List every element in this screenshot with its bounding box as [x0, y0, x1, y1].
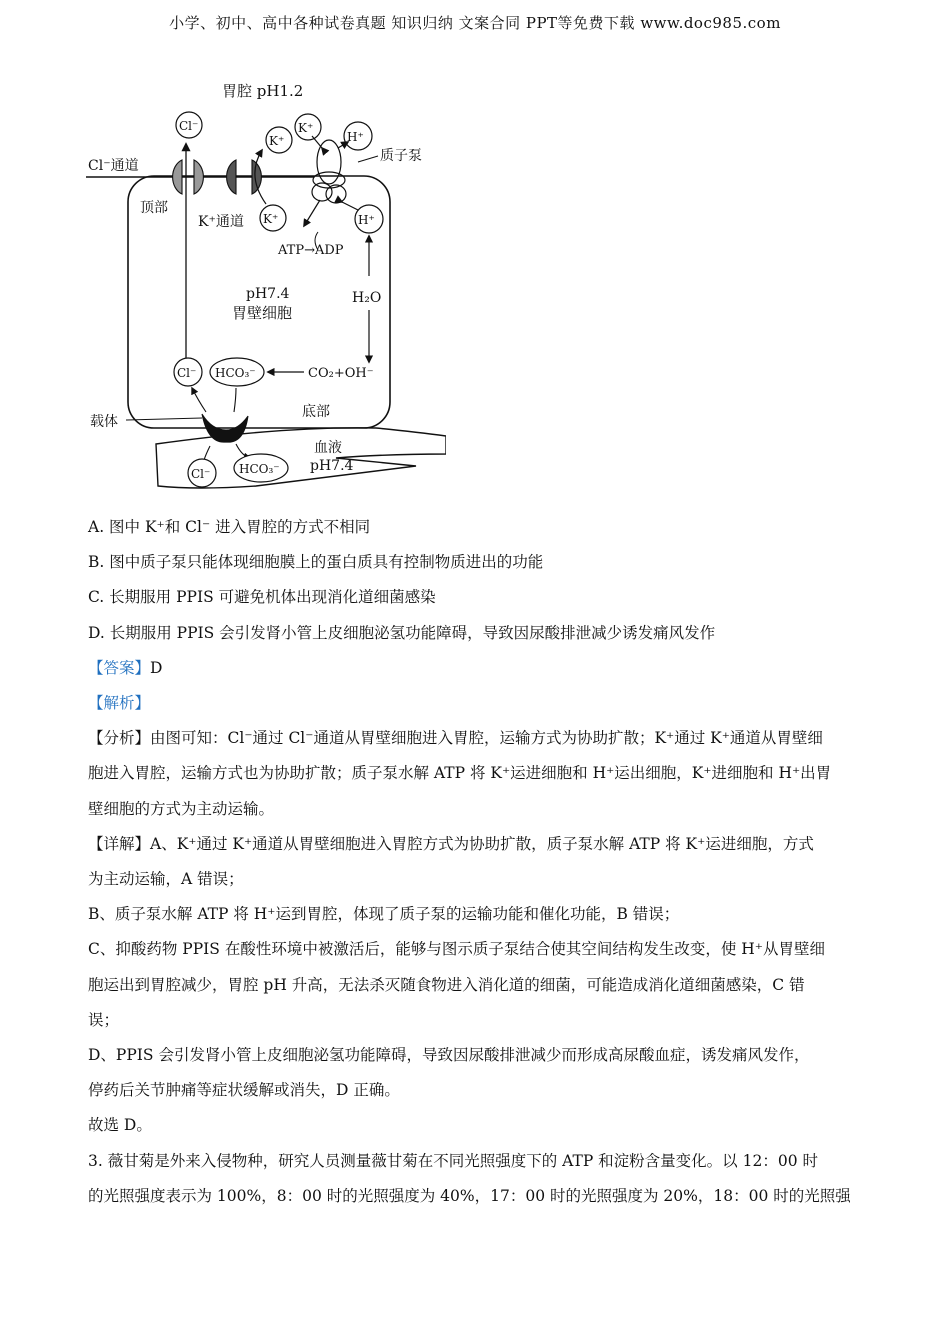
option-b: B. 图中质子泵只能体现细胞膜上的蛋白质具有控制物质进出的功能	[88, 553, 544, 572]
svg-text:HCO₃⁻: HCO₃⁻	[239, 462, 280, 476]
detail-text-a1: A、K⁺通过 K⁺通道从胃壁细胞进入胃腔方式为协助扩散，质子泵水解 ATP 将 K⁺运进细胞，方式	[150, 834, 814, 853]
explanation-tag: 【解析】	[88, 694, 151, 713]
svg-text:K⁺: K⁺	[269, 134, 285, 148]
analysis-text-1: 由图可知：Cl⁻通过 Cl⁻通道从胃壁细胞进入胃腔，运输方式为协助扩散；K⁺通过 K⁺通道从胃壁细	[150, 729, 823, 748]
detail-line-c1: C、抑酸药物 PPIS 在酸性环境中被激活后，能够与图示质子泵结合使其空间结构发生改变，使 H⁺从胃壁细	[88, 940, 825, 959]
svg-text:Cl⁻: Cl⁻	[179, 119, 199, 133]
parietal-cell-diagram	[86, 76, 446, 496]
question-body	[88, 510, 868, 1214]
blood-ph-label: pH7.4	[310, 458, 354, 474]
conclusion-line: 故选 D。	[88, 1116, 152, 1135]
answer-value: D	[150, 658, 163, 677]
question-3-line-2: 的光照强度表示为 100%，8：00 时的光照强度为 40%，17：00 时的光照强度为 20%，18：00 时的光照强	[88, 1186, 851, 1205]
svg-text:H⁺: H⁺	[347, 130, 364, 144]
cell-ph-label: pH7.4	[246, 286, 290, 302]
apical-label: 顶部	[140, 200, 168, 216]
basal-label: 底部	[302, 404, 330, 420]
option-c: C. 长期服用 PPIS 可避免机体出现消化道细菌感染	[88, 588, 436, 607]
answer-line	[88, 651, 868, 686]
water-label: H₂O	[352, 290, 382, 306]
analysis-tag: 【分析】	[88, 729, 151, 748]
analysis-line-3: 壁细胞的方式为主动运输。	[88, 799, 275, 818]
option-a: A. 图中 K⁺和 Cl⁻ 进入胃腔的方式不相同	[88, 518, 371, 536]
analysis-line-1	[88, 721, 868, 756]
atp-adp-label: ATP→ADP	[278, 243, 344, 258]
cell-name-label: 胃壁细胞	[232, 304, 293, 322]
svg-text:Cl⁻: Cl⁻	[177, 366, 197, 380]
svg-text:K⁺: K⁺	[298, 121, 314, 135]
cl-channel-label: Cl⁻通道	[88, 158, 139, 174]
gastric-lumen-title: 胃腔 pH1.2	[222, 82, 304, 100]
detail-line-c3: 误；	[88, 1010, 120, 1029]
option-d: D. 长期服用 PPIS 会引发肾小管上皮细胞泌氢功能障碍，导致因尿酸排泄减少诱发痛风发作	[88, 623, 716, 642]
detail-tag: 【详解】	[88, 834, 151, 853]
detail-line-d1: D、PPIS 会引发肾小管上皮细胞泌氢功能障碍，导致因尿酸排泄减少而形成高尿酸血症，诱发痛风发作，	[88, 1046, 810, 1065]
svg-text:HCO₃⁻: HCO₃⁻	[215, 366, 256, 380]
proton-pump-label: 质子泵	[380, 148, 422, 164]
svg-text:H⁺: H⁺	[358, 213, 375, 227]
analysis-line-2: 胞进入胃腔，运输方式也为协助扩散；质子泵水解 ATP 将 K⁺运进细胞和 H⁺运出细胞，K⁺进细胞和 H⁺出胃	[88, 764, 832, 783]
detail-line-c2: 胞运出到胃腔减少，胃腔 pH 升高，无法杀灭随食物进入消化道的细菌，可能造成消化道细菌感染，C 错	[88, 975, 805, 994]
k-channel-label: K⁺通道	[198, 214, 244, 230]
co2-oh-label: CO₂+OH⁻	[308, 366, 374, 381]
svg-text:K⁺: K⁺	[263, 212, 279, 226]
question-3-line-1: 3. 薇甘菊是外来入侵物种，研究人员测量薇甘菊在不同光照强度下的 ATP 和淀粉含量变化。以 12：00 时	[88, 1151, 818, 1170]
detail-line-a1	[88, 827, 868, 862]
answer-tag: 【答案】	[88, 658, 151, 677]
detail-line-b1: B、质子泵水解 ATP 将 H⁺运到胃腔，体现了质子泵的运输功能和催化功能，B 错误；	[88, 905, 680, 924]
page-header-banner: 小学、初中、高中各种试卷真题 知识归纳 文案合同 PPT等免费下载 www.doc985.com	[169, 14, 781, 32]
detail-line-d2: 停药后关节肿痛等症状缓解或消失，D 正确。	[88, 1081, 400, 1100]
carrier-label: 载体	[90, 414, 118, 430]
svg-text:Cl⁻: Cl⁻	[191, 467, 211, 481]
blood-label: 血液	[314, 440, 342, 456]
proton-pump	[312, 140, 346, 203]
detail-line-a2: 为主动运输，A 错误；	[88, 870, 244, 889]
